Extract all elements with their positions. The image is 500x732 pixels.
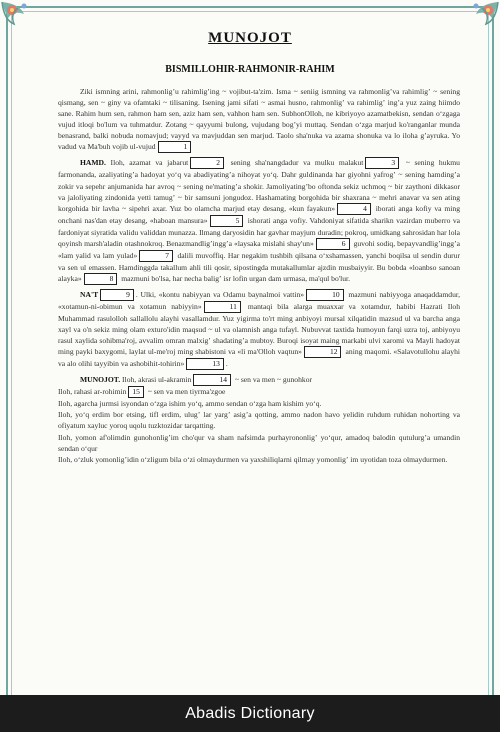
paragraph-text: Iloh, yoʻq erdim bor etsing, tifl erdim, ulugʼ lar yargʼ asigʼa qotting, ammo nadon havo yelidin ruhdum ruhidan nohorting va ofiyatum xayluc yoroq uqolu tuzktozidar tarqatting. [58, 410, 460, 431]
paragraph-text: Iloh, azamat va jabarut [105, 158, 189, 168]
site-footer-banner[interactable]: Abadis Dictionary [0, 695, 500, 732]
footnote-reference[interactable]: 4 [337, 203, 371, 215]
body-paragraph [58, 454, 460, 465]
paragraph-text: Ziki ismning arini, rahmonligʼu rahimligʼing ~ vojibut-ta'zim. Isma ~ seniig ismning va rahmonligʼva rahimligʼ ~ sening qismang, sen ~ giny va ofamtaki ~ tilisaning. Isening jami sifati ~ asmai husno, rahmonligʼ va rahimligʼ ingʼa yuz zaing hiimdo sane. Rahim hum sen, rahmon ham sen, aziz ham sen, vahhon ham sen. SubhonOlloh, ne kibriyoyo azamatbekisn, sendan oʻzgaga vujud itloqi bo'lum va tuhmatdur. Zotang ~ qayyumi bulong, vujudang bogʼyi muttaq. Sendan oʻzga marjud ko'ranganlar munda benasrand, balki nobuda nomavjud; vayyd va mavjuddan sen marjud. Taolo sha'nuka va azama shonuka va lo iloha gʼayruka. Yo vadud va Ma'buh vojib ul-vujud [58, 87, 460, 152]
footnote-reference[interactable]: 2 [190, 157, 224, 169]
footnote-reference[interactable]: 5 [210, 215, 244, 227]
footnote-reference[interactable]: 6 [316, 238, 350, 250]
section-heading: HAMD. [80, 158, 106, 168]
paragraph-text: Iloh, agarcha jurmsi isyondan oʻzga ishim yoʻq, ammo sendan oʻzga ham kishim yoʻq. [58, 399, 322, 409]
footnote-reference[interactable]: 14 [193, 374, 231, 386]
section-heading: MUNOJOT. [80, 375, 121, 385]
footnote-reference[interactable]: 13 [186, 358, 224, 370]
footnote-reference[interactable]: 10 [306, 289, 344, 301]
paragraph-text: ~ sen va men tiyrma'zgoe [145, 387, 226, 397]
footnote-reference[interactable]: 11 [204, 301, 241, 313]
footnote-reference[interactable]: 9 [100, 289, 134, 301]
paragraph-text: iborati anga kofiy va ming onchani nas'dan etay desang, «haboan mansura» [58, 203, 460, 225]
paragraph-text: Iloh, akrasi ul-akramin [120, 375, 192, 385]
paragraph-text: . [225, 359, 228, 369]
footnote-reference[interactable]: 3 [365, 157, 399, 169]
paragraph-text: guvohi sodiq, bepayvandligʼinggʼa «lam yalid va lam yulad» [58, 238, 460, 260]
footnote-reference[interactable]: 1 [158, 141, 192, 153]
body-paragraph [58, 386, 460, 398]
paragraph-text: ~ sen va men ~ gunohkor [232, 375, 313, 385]
paragraph-text: aning maqomi. «Salavotullohu alayhi va alo olihi tayyibin va ashobihit-tohirin» [58, 347, 460, 369]
paragraph-text: mazmuni bo'lsa, har necha baligʼ isr lofin urgan dam urmasa, ma'qul bo'lur. [119, 273, 351, 283]
paragraph-text: . Ulki, «kontu nabiyyan va Odamu baynalmoi vattin» [135, 289, 305, 299]
footnote-reference[interactable]: 15 [128, 386, 144, 398]
body-paragraph [58, 432, 460, 454]
paragraph-text: Iloh, yomon af'olimdin gunohonligʼim cho'qur va sham nafsimda purhayrononligʼ yoʻqur, amadoq balodin qutulurgʼa umandin sendan oʻqur [58, 432, 460, 453]
body-paragraph [58, 398, 460, 409]
section-heading: NA'T [80, 289, 99, 299]
body-paragraph [58, 374, 460, 386]
footnote-reference[interactable]: 7 [139, 250, 173, 262]
body-paragraph [58, 289, 460, 370]
body-paragraph [58, 86, 460, 153]
document-title: MUNOJOT [208, 30, 292, 46]
paragraph-text: ishorati anga vofiy. Vahdoniyat sifatida sharikn vazirdan muberro va fardoniyat siyratida validu validdan munazza. Ilmang daryosidin har gavhar mayjum duradin; pokroq, umidkang sahrosidan har lola qoyinsh marsh'aladin otashnokroq. Benazmandligʼinggʼa «laysaka mislahi shay'un» [58, 215, 460, 248]
paragraph-text: ~ sening hukmu farmonanda, azaliyatingʼa hadoyat yoʻq va abadiyatingʼa nihoyat yoʻq. Dahr guldinanda har giyohni yafrogʼ ~ sening hamdingʼa zokir va sepehr anjumanida har avroq ~ sening ne'matingʼa shokir. Jamoliyatingʼbo oftonda sekiz uchmoq ~ bir zaythoni dikkasor va jaloliyating zindonida yetti tamugʼ ~ bir samsuni jongudoz. Hashamating borgohida bir shaxrana ~ mehri anavar va sen ating korgohida bir lavha ~ sipehri axar. Yuz bo olamcha marjud etay desang, «kun fayakun» [58, 158, 460, 213]
paragraph-text: sening sha'nangdadur va mulku malakut [225, 158, 364, 168]
paragraph-text: dalili muvoffiq. Har negakim tushbih qilsana oʻxshamassen, yanchi boqilsa ul sendin durur va sen ul emassen. Hamdinggda takallum ahli tili qosir, sipostingda mutakallumlar ajzdin musbaiyyir. Bu bobda «loanbso sanoan alayka» [58, 250, 460, 283]
document-body [58, 86, 460, 465]
paragraph-text: Iloh, oʻzluk yomonligʼidin oʻzligum bila oʻzi olmaydurmen va yaxshiliqlarni qilmay yomonligʼ im uyotidan toza olmaydurmen. [58, 454, 448, 464]
paragraph-text: Iloh, rahasi ar-rohimin [58, 387, 127, 397]
body-paragraph [58, 157, 460, 284]
footnote-reference[interactable]: 8 [84, 273, 118, 285]
footnote-reference[interactable]: 12 [304, 346, 342, 358]
document-subtitle: BISMILLOHIR-RAHMONIR-RAHIM [165, 64, 335, 75]
paragraph-text: mazmuni nabiyyoga anaqaddamdur, «xotamun-ni-obimun va xotamun nabiyyin» [58, 289, 460, 311]
body-paragraph [58, 409, 460, 431]
paragraph-text: mantaqi bila alarga muaxxar va xotamdur, habibi Hazrati Iloh Muhammad rasulolloh sallallolu alayhi vasallamdur. Yuz yigirma to'rt ming anbiyoyi mursal xilqatidin mazsud ul va barcha anga xayl va o'n sekiz ming olam exturo'idin maqsud ~ ul va olamnish anga tufayl. Nubuvvat taxtida humoyun farqi uzra toj, anbiyoyu rasul xaylida sohibma'roj, avvalim omran malxigʼ shadatingʼa mubtoy. Buroqi isoyat maing markabi ulvi xaromi va Mayli hadoyat ming payki baxygomi, laylat ul-me'roj ming shabistoni va «li ma'Olloh vaqtun» [58, 301, 460, 357]
